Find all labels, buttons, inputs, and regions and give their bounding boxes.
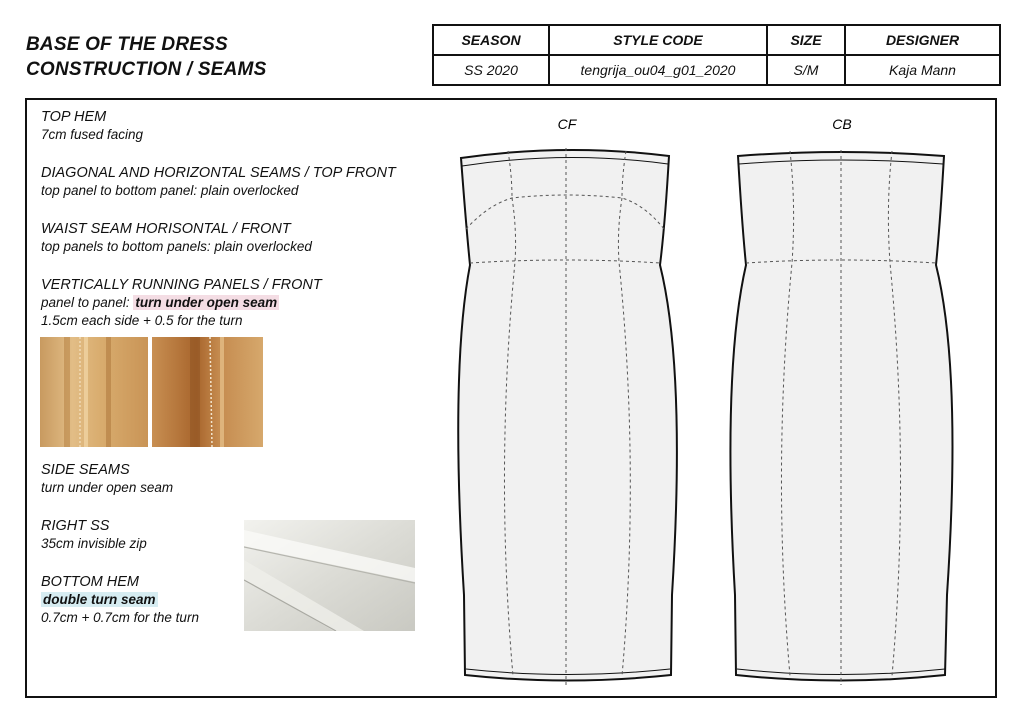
style-code-header: STYLE CODE: [549, 25, 767, 55]
designer-header: DESIGNER: [845, 25, 1000, 55]
highlight-turn-under-open-seam: turn under open seam: [135, 295, 278, 310]
highlight-double-turn-seam: double turn seam: [43, 592, 156, 607]
designer-value: Kaja Mann: [845, 55, 1000, 85]
note-heading: VERTICALLY RUNNING PANELS / FRONT: [41, 277, 322, 293]
note-heading: BOTTOM HEM: [41, 574, 140, 590]
note-text: 7cm fused facing: [41, 127, 144, 142]
note-text: top panel to bottom panel: plain overlocked: [41, 183, 299, 198]
size-value: S/M: [767, 55, 845, 85]
season-header: SEASON: [433, 25, 549, 55]
front-dress-drawing: [458, 116, 677, 685]
note-text: 35cm invisible zip: [41, 536, 147, 551]
title-line-2: CONSTRUCTION / SEAMS: [26, 59, 267, 80]
front-label: CF: [557, 116, 577, 132]
season-value: SS 2020: [433, 55, 549, 85]
note-text-prefix: panel to panel:: [41, 295, 134, 310]
note-heading: DIAGONAL AND HORIZONTAL SEAMS / TOP FRONT: [41, 165, 396, 181]
note-heading: TOP HEM: [41, 109, 107, 125]
back-dress-drawing: [730, 116, 952, 685]
note-heading: RIGHT SS: [41, 518, 110, 534]
note-text: turn under open seam: [41, 480, 174, 495]
note-text: 1.5cm each side + 0.5 for the turn: [41, 313, 243, 328]
note-text: top panels to bottom panels: plain overlocked: [41, 239, 312, 254]
note-heading: SIDE SEAMS: [41, 462, 130, 478]
back-label: CB: [832, 116, 852, 132]
size-header: SIZE: [767, 25, 845, 55]
title-line-1: BASE OF THE DRESS: [26, 34, 228, 55]
style-code-value: tengrija_ou04_g01_2020: [549, 55, 767, 85]
note-text: 0.7cm + 0.7cm for the turn: [41, 610, 199, 625]
note-heading: WAIST SEAM HORISONTAL / FRONT: [41, 221, 291, 237]
